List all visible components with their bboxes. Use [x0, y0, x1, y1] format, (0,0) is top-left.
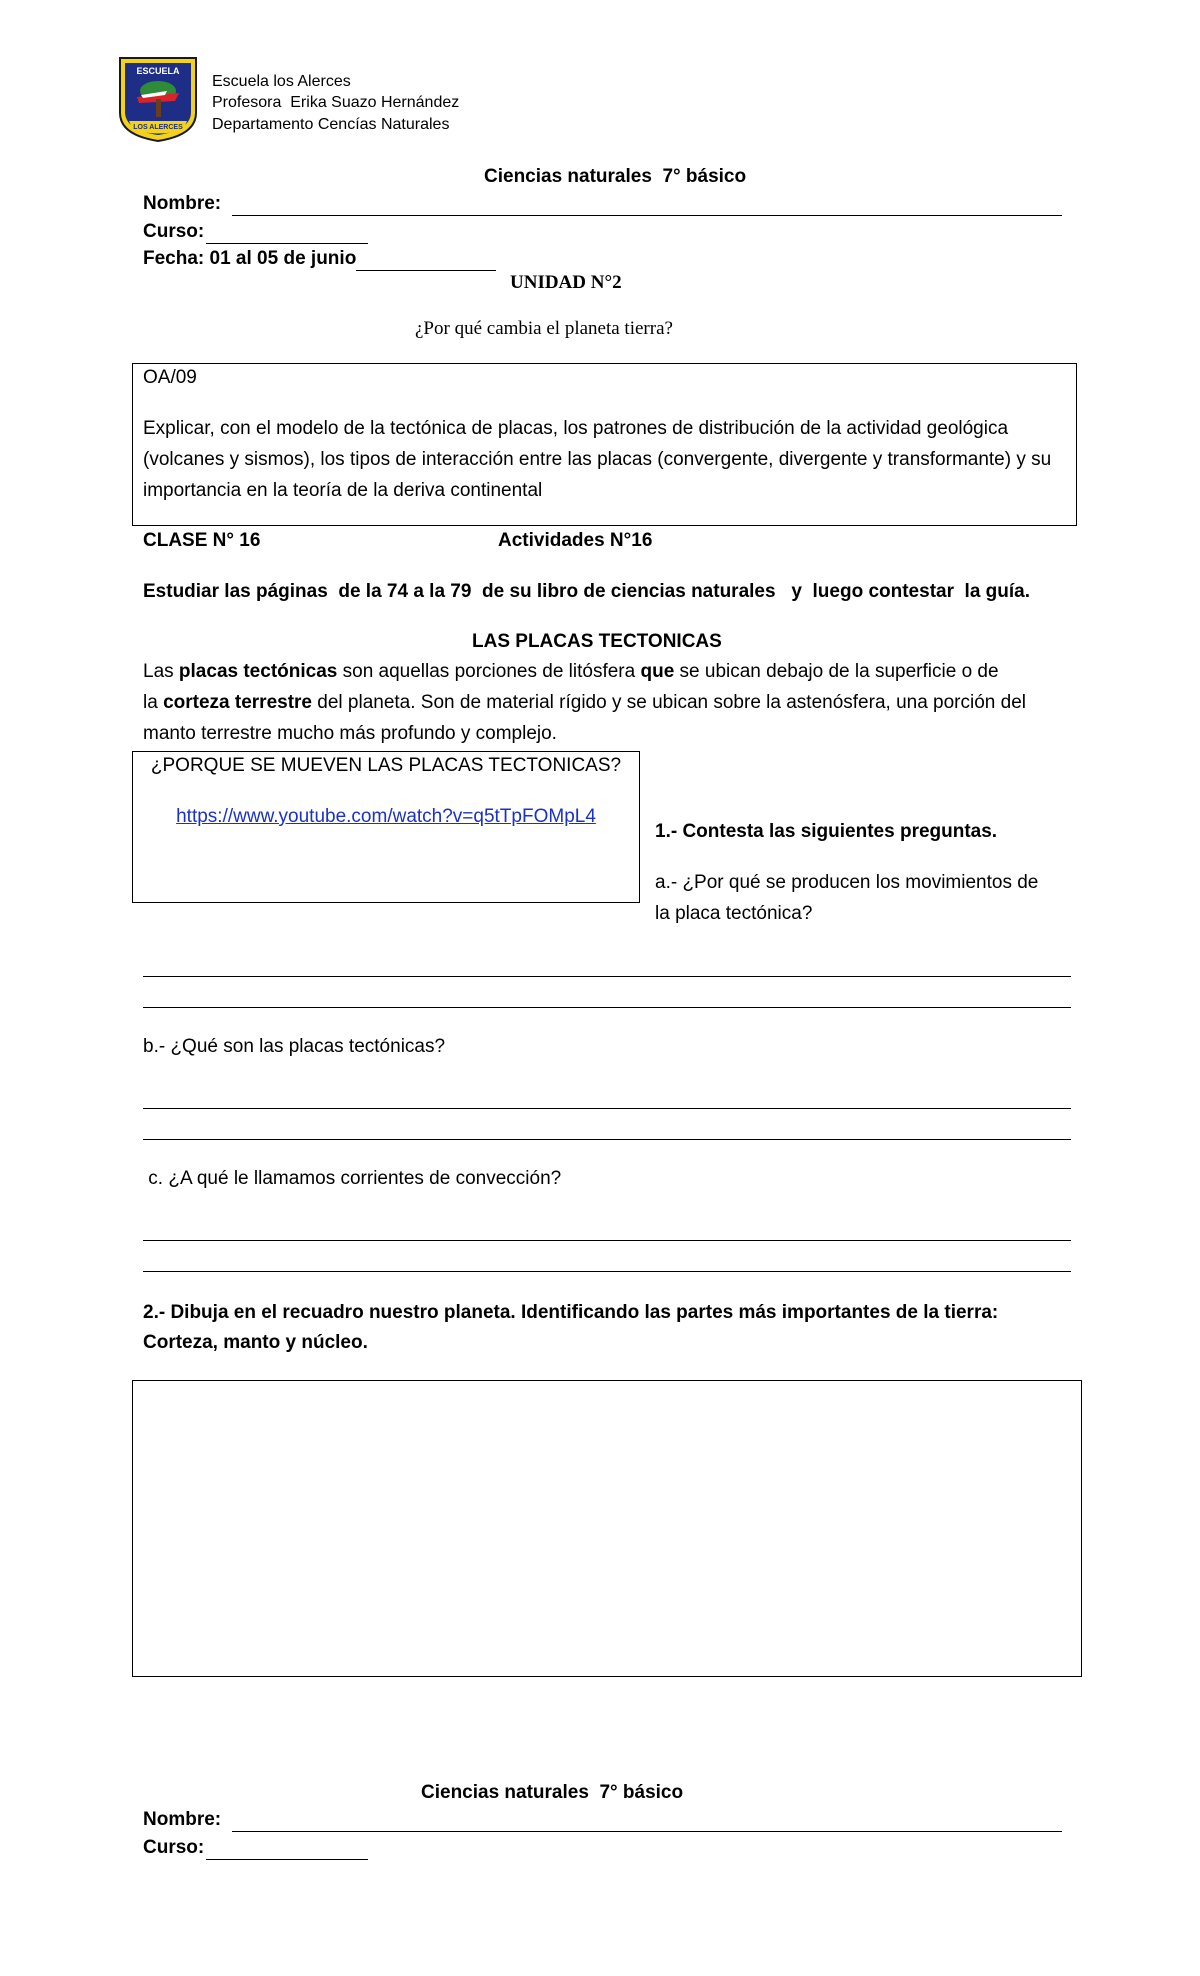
- question-2-line-2: Corteza, manto y núcleo.: [143, 1332, 368, 1353]
- drawing-box[interactable]: [132, 1380, 1082, 1677]
- unidad-title: UNIDAD N°2: [510, 272, 622, 293]
- fecha-line: [356, 270, 496, 271]
- video-link[interactable]: https://www.youtube.com/watch?v=q5tTpFOMpL4: [176, 806, 596, 827]
- curso-label: Curso:: [143, 221, 210, 242]
- header-department: Departamento Cencías Naturales: [212, 116, 450, 133]
- objective-code: OA/09: [143, 367, 197, 388]
- nombre-line: [232, 215, 1062, 216]
- question-1a-line-1: a.- ¿Por qué se producen los movimientos de: [655, 872, 1039, 893]
- answer-line-a2: [143, 1007, 1071, 1008]
- actividades-label: Actividades N°16: [498, 530, 653, 551]
- paragraph-line-1: Las placas tectónicas son aquellas porciones de litósfera que se ubican debajo de la superficie o de: [143, 661, 999, 682]
- clase-label: CLASE N° 16: [143, 530, 261, 551]
- nombre-label: Nombre:: [143, 193, 227, 214]
- footer-nombre-line: [232, 1831, 1062, 1832]
- guiding-question: ¿Por qué cambia el planeta tierra?: [415, 318, 673, 339]
- answer-line-b2: [143, 1139, 1071, 1140]
- objective-text: Explicar, con el modelo de la tectónica de placas, los patrones de distribución de la actividad geológica (volcanes y sismos), los tipos de interacción entre las placas (convergente, divergente y transformante) y su importancia en la teoría de la deriva continental: [143, 418, 1052, 501]
- svg-text:ESCUELA: ESCUELA: [136, 66, 180, 76]
- header-school: Escuela los Alerces: [212, 73, 351, 90]
- answer-line-c2: [143, 1271, 1071, 1272]
- paragraph-line-3: manto terrestre mucho más profundo y complejo.: [143, 723, 557, 744]
- fecha-label: Fecha: 01 al 05 de junio: [143, 248, 357, 269]
- question-1a-line-2: la placa tectónica?: [655, 903, 813, 924]
- answer-line-c1: [143, 1240, 1071, 1241]
- question-1b: b.- ¿Qué son las placas tectónicas?: [143, 1036, 446, 1057]
- study-instruction: Estudiar las páginas de la 74 a la 79 de su libro de ciencias naturales y luego contestar la guía.: [143, 581, 1030, 602]
- footer-curso-label: Curso:: [143, 1837, 210, 1858]
- question-1-heading: 1.- Contesta las siguientes preguntas.: [655, 821, 998, 842]
- section-title: LAS PLACAS TECTONICAS: [472, 631, 722, 652]
- page-title: Ciencias naturales 7° básico: [484, 166, 747, 187]
- answer-line-b1: [143, 1108, 1071, 1109]
- video-box-title: ¿PORQUE SE MUEVEN LAS PLACAS TECTONICAS?: [150, 755, 622, 776]
- school-logo: [117, 55, 199, 143]
- question-1c: c. ¿A qué le llamamos corrientes de convección?: [143, 1168, 562, 1189]
- footer-title: Ciencias naturales 7° básico: [421, 1782, 684, 1803]
- header-teacher: Profesora Erika Suazo Hernández: [212, 94, 460, 111]
- footer-curso-line: [206, 1859, 368, 1860]
- answer-line-a1: [143, 976, 1071, 977]
- footer-nombre-label: Nombre:: [143, 1809, 227, 1830]
- question-2-line-1: 2.- Dibuja en el recuadro nuestro planeta. Identificando las partes más importantes de la tierra:: [143, 1302, 999, 1323]
- paragraph-line-2: la corteza terrestre del planeta. Son de material rígido y se ubican sobre la astenósfera, una porción del: [143, 692, 1027, 713]
- svg-text:LOS ALERCES: LOS ALERCES: [133, 124, 183, 131]
